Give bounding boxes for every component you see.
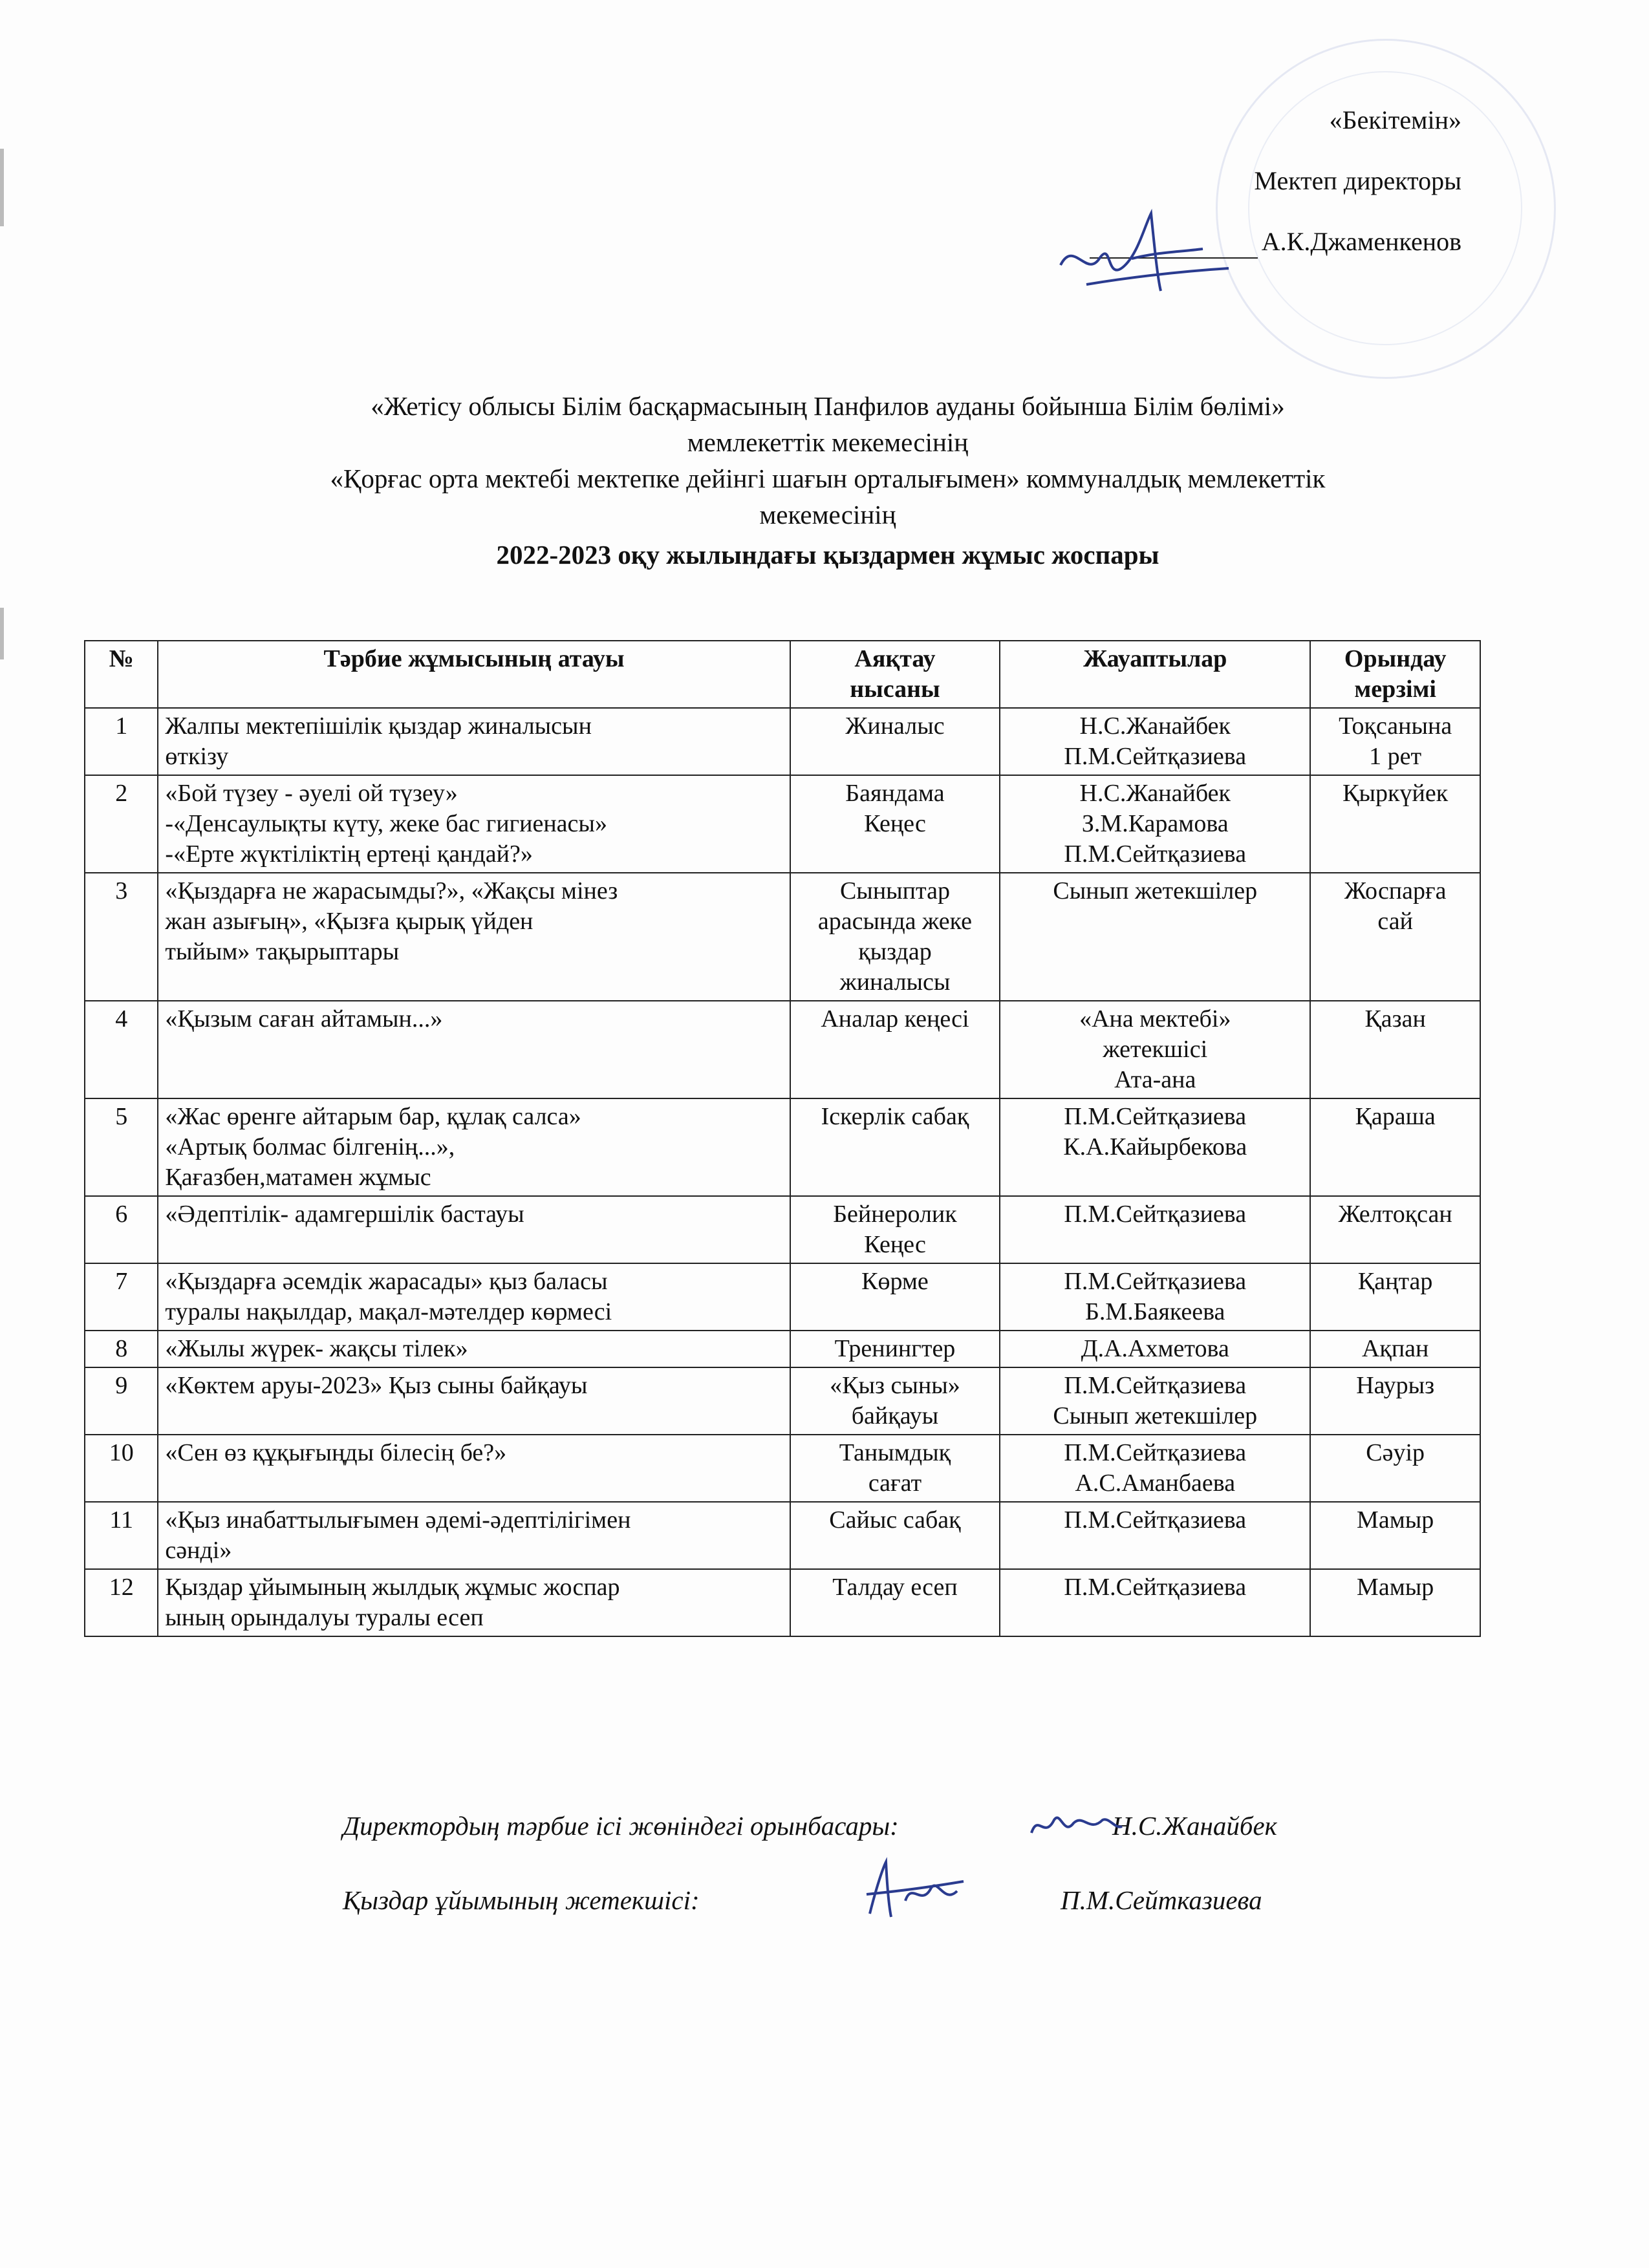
row-number: 3 (85, 873, 158, 1001)
document-title: 2022-2023 оқу жылындағы қыздармен жұмыс жоспары (496, 540, 1159, 570)
deadline: Қыркүйек (1310, 775, 1480, 873)
row-number: 10 (85, 1435, 158, 1502)
row-number: 4 (85, 1001, 158, 1098)
scan-edge-mark (0, 608, 4, 659)
completion-form: Талдау есеп (790, 1569, 1000, 1636)
activity-title: «Көктем аруы-2023» Қыз сыны байқауы (158, 1367, 790, 1435)
leader-signature-line (343, 1885, 1262, 1916)
table-row (85, 775, 1480, 873)
leader-name: П.М.Сейтказиева (1061, 1885, 1262, 1915)
approval-word: «Бекітемін» (1329, 105, 1461, 134)
responsible-persons: Д.А.Ахметова (1000, 1331, 1310, 1367)
completion-form: Жиналыс (790, 708, 1000, 775)
leader-label: Қыздар ұйымының жетекшісі: (343, 1885, 700, 1915)
activity-title: «Жас өренге айтарым бар, құлақ салса» «Артық болмас білгенің...», Қағазбен,матамен жұмыс (158, 1098, 790, 1196)
director-name: А.К.Джаменкенов (1261, 227, 1461, 256)
responsible-persons: П.М.Сейтқазиева Б.М.Баякеева (1000, 1263, 1310, 1331)
responsible-persons: Н.С.Жанайбек З.М.Карамова П.М.Сейтқазиева (1000, 775, 1310, 873)
header-line-3: «Қорғас орта мектебі мектепке дейінгі шағын орталығымен» коммуналдық мемлекеттік (330, 464, 1326, 493)
completion-form: Аналар кеңесі (790, 1001, 1000, 1098)
activity-title: «Қыздарға не жарасымды?», «Жақсы мінез жан азығың», «Қызға қырық үйден тыйым» тақырыптары (158, 873, 790, 1001)
deadline: Тоқсанына 1 рет (1310, 708, 1480, 775)
completion-form: Баяндама Кеңес (790, 775, 1000, 873)
table-row (85, 1331, 1480, 1367)
table-row (85, 1098, 1480, 1196)
activity-title: Жалпы мектепішілік қыздар жиналысын өткізу (158, 708, 790, 775)
responsible-persons: П.М.Сейтқазиева (1000, 1569, 1310, 1636)
table-row (85, 1001, 1480, 1098)
responsible-persons: П.М.Сейтқазиева А.С.Аманбаева (1000, 1435, 1310, 1502)
deadline: Қараша (1310, 1098, 1480, 1196)
director-signature (1048, 187, 1242, 317)
activity-title: «Қыз инабаттылығымен әдемі-әдептілігімен сәнді» (158, 1502, 790, 1569)
table-header-row (85, 641, 1480, 708)
deadline: Жоспарға сай (1310, 873, 1480, 1001)
row-number: 9 (85, 1367, 158, 1435)
deputy-name: Н.С.Жанайбек (1112, 1811, 1277, 1841)
table-row (85, 1263, 1480, 1331)
table-row (85, 1196, 1480, 1263)
activity-title: Қыздар ұйымының жылдық жұмыс жоспар ының орындалуы туралы есеп (158, 1569, 790, 1636)
work-plan-table (84, 640, 1481, 1637)
deadline: Қазан (1310, 1001, 1480, 1098)
completion-form: «Қыз сыны» байқауы (790, 1367, 1000, 1435)
document-header (78, 388, 1578, 573)
deadline: Ақпан (1310, 1331, 1480, 1367)
row-number: 7 (85, 1263, 158, 1331)
row-number: 6 (85, 1196, 158, 1263)
deadline: Наурыз (1310, 1367, 1480, 1435)
header-line-4: мекемесінің (759, 500, 896, 530)
activity-title: «Жылы жүрек- жақсы тілек» (158, 1331, 790, 1367)
completion-form: Тренингтер (790, 1331, 1000, 1367)
header-line-2: мемлекеттік мекемесінің (687, 427, 969, 457)
leader-signature (860, 1856, 976, 1927)
completion-form: Танымдық сағат (790, 1435, 1000, 1502)
deadline: Мамыр (1310, 1569, 1480, 1636)
activity-title: «Әдептілік- адамгершілік бастауы (158, 1196, 790, 1263)
completion-form: Көрме (790, 1263, 1000, 1331)
table-row (85, 1569, 1480, 1636)
row-number: 5 (85, 1098, 158, 1196)
director-position: Мектеп директоры (1254, 166, 1461, 195)
scan-edge-mark (0, 149, 4, 226)
responsible-persons: П.М.Сейтқазиева (1000, 1196, 1310, 1263)
column-header-deadline: Орындау мерзімі (1310, 641, 1480, 708)
table-row (85, 1435, 1480, 1502)
header-line-1: «Жетісу облысы Білім басқармасының Панфилов ауданы бойынша Білім бөлімі» (371, 391, 1285, 421)
responsible-persons: Н.С.Жанайбек П.М.Сейтқазиева (1000, 708, 1310, 775)
row-number: 12 (85, 1569, 158, 1636)
responsible-persons: П.М.Сейтқазиева (1000, 1502, 1310, 1569)
row-number: 11 (85, 1502, 158, 1569)
deputy-label: Директордың тәрбие ісі жөніндегі орынбасары: (343, 1811, 899, 1841)
completion-form: Іскерлік сабақ (790, 1098, 1000, 1196)
activity-title: «Қызым саған айтамын...» (158, 1001, 790, 1098)
row-number: 1 (85, 708, 158, 775)
row-number: 8 (85, 1331, 158, 1367)
responsible-persons: П.М.Сейтқазиева Сынып жетекшілер (1000, 1367, 1310, 1435)
deadline: Сәуір (1310, 1435, 1480, 1502)
completion-form: Сыныптар арасында жеке қыздар жиналысы (790, 873, 1000, 1001)
table-row (85, 1502, 1480, 1569)
column-header-number: № (85, 641, 158, 708)
responsible-persons: П.М.Сейтқазиева К.А.Кайырбекова (1000, 1098, 1310, 1196)
completion-form: Бейнеролик Кеңес (790, 1196, 1000, 1263)
row-number: 2 (85, 775, 158, 873)
activity-title: «Бой түзеу - әуелі ой түзеу» -«Денсаулықты күту, жеке бас гигиенасы» -«Ерте жүктіліктің ертеңі қандай?» (158, 775, 790, 873)
deputy-signature-line (343, 1810, 1277, 1841)
column-header-responsible: Жауаптылар (1000, 641, 1310, 708)
activity-title: «Қыздарға әсемдік жарасады» қыз баласы туралы нақылдар, мақал-мәтелдер көрмесі (158, 1263, 790, 1331)
responsible-persons: «Ана мектебі» жетекшісі Ата-ана (1000, 1001, 1310, 1098)
column-header-activity: Тәрбие жұмысының атауы (158, 641, 790, 708)
table-row (85, 1367, 1480, 1435)
deadline: Мамыр (1310, 1502, 1480, 1569)
responsible-persons: Сынып жетекшілер (1000, 873, 1310, 1001)
deputy-signature (1025, 1801, 1128, 1852)
column-header-form: Аяқтау нысаны (790, 641, 1000, 708)
deadline: Желтоқсан (1310, 1196, 1480, 1263)
deadline: Қаңтар (1310, 1263, 1480, 1331)
completion-form: Сайыс сабақ (790, 1502, 1000, 1569)
activity-title: «Сен өз құқығыңды білесің бе?» (158, 1435, 790, 1502)
table-row (85, 873, 1480, 1001)
table-row (85, 708, 1480, 775)
